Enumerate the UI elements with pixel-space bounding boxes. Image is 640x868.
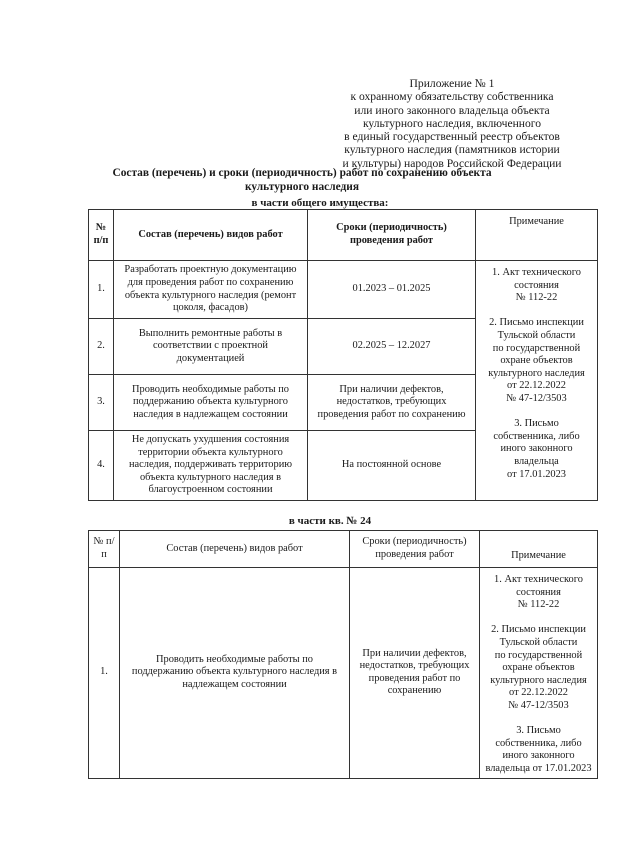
note-line: собственника, либо — [495, 737, 582, 749]
row-term: На постоянной основе — [308, 431, 476, 501]
note-line: № 112-22 — [517, 599, 560, 611]
appendix-line: и культуры) народов Российской Федерации — [342, 156, 562, 170]
table-header-row — [89, 210, 598, 261]
document-title: Состав (перечень) и сроки (периодичность) работ по сохранению объекта культурного наследия — [112, 167, 492, 193]
note-line: 2. Письмо инспекции — [489, 317, 584, 329]
note-line: № 47-12/3503 — [508, 699, 569, 711]
row-num: 1. — [89, 261, 114, 319]
row-work: Проводить необходимые работы по поддержанию объекта культурного наследия в надлежащем состоянии — [114, 375, 308, 431]
table1-heading: в части общего имущества: — [251, 197, 389, 209]
appendix-header — [318, 77, 586, 170]
appendix-line: культурного наследия, включенного — [362, 116, 542, 130]
col-term-header: Сроки (периодичность) проведения работ — [308, 210, 476, 261]
note-line: 3. Письмо — [514, 418, 559, 430]
note-line: охране объектов — [502, 662, 575, 674]
row-work: Не допускать ухудшения состояния территории объекта культурного наследия, поддерживать территорию объекта культурного наследия в благоустроенном состоянии — [114, 431, 308, 501]
note-line: по государственной — [494, 649, 583, 661]
works-table-common — [88, 209, 598, 501]
note-line: иного законного — [500, 443, 573, 455]
note-line: состояния — [516, 586, 561, 598]
appendix-line: в единый государственный реестр объектов — [344, 130, 560, 144]
row-term: 02.2025 – 12.2027 — [308, 319, 476, 375]
col-note-header: Примечание — [480, 531, 598, 568]
table2-heading: в части кв. № 24 — [288, 515, 372, 527]
note-line: иного законного — [502, 750, 575, 762]
row-num: 2. — [89, 319, 114, 375]
note-line: 1. Акт технического — [492, 267, 581, 278]
note-line: Тульской области — [497, 329, 576, 341]
note-line: собственника, либо — [493, 430, 580, 442]
note-line: Тульской области — [499, 636, 578, 648]
note-cell — [480, 568, 598, 779]
row-work: Выполнить ремонтные работы в соответствии с проектной документацией — [114, 319, 308, 375]
note-line: 1. Акт технического — [494, 574, 583, 585]
row-work: Проводить необходимые работы по поддержанию объекта культурного наследия в надлежащем состоянии — [120, 568, 350, 779]
note-line: владельца от 17.01.2023 — [485, 762, 592, 774]
col-num-header: № п/п — [89, 531, 120, 568]
table-header-row — [89, 531, 598, 568]
appendix-line: или иного законного владельца объекта — [354, 103, 550, 117]
note-line: от 22.12.2022 — [509, 687, 568, 699]
note-line: культурного наследия — [488, 367, 585, 379]
table-row — [89, 261, 598, 319]
row-num: 1. — [89, 568, 120, 779]
col-num-header: № п/п — [89, 210, 114, 261]
row-term: При наличии дефектов, недостатков, требующих проведения работ по сохранению — [308, 375, 476, 431]
note-line: состояния — [514, 279, 559, 291]
col-work-header: Состав (перечень) видов работ — [114, 210, 308, 261]
note-line: от 17.01.2023 — [507, 468, 566, 480]
col-work-header: Состав (перечень) видов работ — [120, 531, 350, 568]
note-line: охране объектов — [500, 355, 573, 367]
note-line: 2. Письмо инспекции — [491, 624, 586, 636]
note-line: № 112-22 — [515, 292, 558, 304]
note-line: владельца — [514, 455, 559, 467]
appendix-line: Приложение № 1 — [409, 77, 495, 90]
note-line: культурного наследия — [490, 674, 587, 686]
note-line: 3. Письмо — [516, 725, 561, 737]
col-note-header: Примечание — [476, 210, 598, 261]
appendix-line: культурного наследия (памятников истории — [344, 143, 560, 157]
row-term: 01.2023 – 01.2025 — [308, 261, 476, 319]
row-term: При наличии дефектов, недостатков, требующих проведения работ по сохранению — [350, 568, 480, 779]
note-line: № 47-12/3503 — [506, 392, 567, 404]
row-work: Разработать проектную документацию для проведения работ по сохранению объекта культурного наследия (ремонт цоколя, фасадов) — [114, 261, 308, 319]
note-line: по государственной — [492, 342, 581, 354]
note-line: от 22.12.2022 — [507, 380, 566, 392]
col-term-header: Сроки (периодичность) проведения работ — [350, 531, 480, 568]
row-num: 3. — [89, 375, 114, 431]
table-row — [89, 568, 598, 779]
note-cell — [476, 261, 598, 501]
appendix-line: к охранному обязательству собственника — [350, 90, 554, 104]
row-num: 4. — [89, 431, 114, 501]
works-table-apartment — [88, 530, 598, 779]
